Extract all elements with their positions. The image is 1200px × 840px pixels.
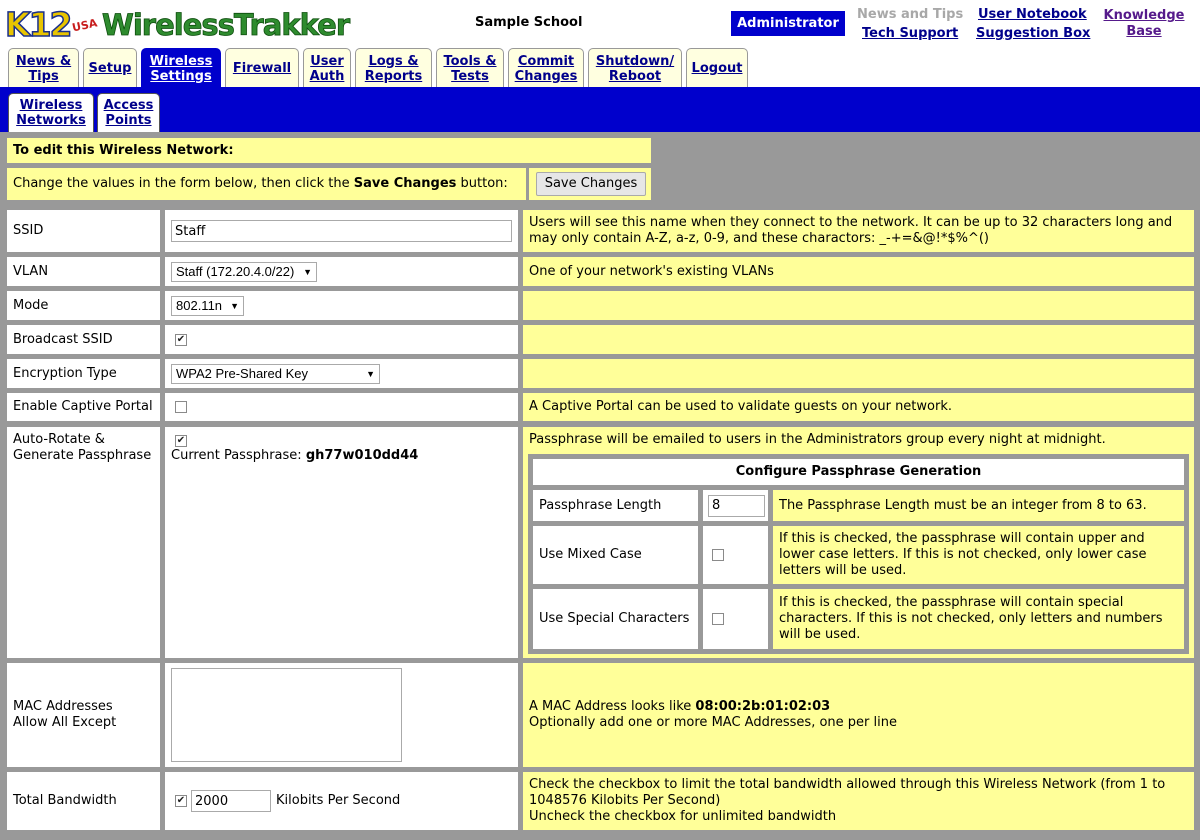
- tab-logs-reports-link[interactable]: [365, 54, 422, 84]
- tab-label: Tips: [28, 68, 59, 84]
- mac-addresses-label-line-2: Allow All Except: [13, 715, 117, 730]
- tab-firewall[interactable]: [225, 48, 299, 88]
- tab-label: Changes: [514, 68, 578, 84]
- current-passphrase-value: gh77w010dd44: [305, 448, 419, 463]
- vlan-cell: [165, 257, 518, 286]
- auto-rotate-label: [7, 427, 160, 658]
- tab-user-auth-link[interactable]: [310, 54, 345, 84]
- save-changes-button[interactable]: Save Changes: [536, 172, 646, 196]
- subtab-wireless-networks[interactable]: [8, 93, 94, 132]
- bandwidth-help-text-2: Uncheck the checkbox for unlimited bandwidth: [529, 809, 837, 824]
- encryption-type-label: Encryption Type: [7, 359, 160, 388]
- form-instruction: [7, 168, 526, 200]
- mac-addresses-help: [523, 663, 1194, 767]
- vlan-select-value: Staff (172.20.4.0/22): [176, 263, 295, 279]
- passphrase-generation-title: Configure Passphrase Generation: [533, 459, 1184, 485]
- mode-select[interactable]: [171, 296, 244, 316]
- tab-label: Reports: [364, 68, 423, 84]
- broadcast-ssid-checkbox[interactable]: ✔: [176, 333, 186, 345]
- broadcast-ssid-cell: [165, 325, 518, 354]
- tab-user-auth[interactable]: [303, 48, 351, 88]
- tab-label: News &: [15, 53, 72, 69]
- suggestion-box-link[interactable]: Suggestion Box: [976, 26, 1091, 41]
- tab-label: User: [310, 53, 344, 69]
- captive-portal-cell: [165, 393, 518, 421]
- ssid-help: Users will see this name when they connect to the network. It can be up to 32 characters long and may only contain A-Z, a-z, 0-9, and these charactors: _-+=&@!*$%^(): [523, 210, 1194, 252]
- tab-label: Tools &: [443, 53, 497, 69]
- tab-news-tips-link[interactable]: [16, 54, 71, 84]
- total-bandwidth-unit: Kilobits Per Second: [276, 793, 401, 808]
- total-bandwidth-checkbox[interactable]: ✔: [176, 795, 186, 806]
- mixed-case-checkbox[interactable]: [712, 549, 724, 561]
- tab-label: Settings: [150, 68, 212, 84]
- mode-label: Mode: [7, 291, 160, 320]
- tab-wireless-settings-link[interactable]: [150, 54, 213, 84]
- school-name: Sample School: [475, 15, 583, 30]
- tab-label: Logs &: [368, 53, 419, 69]
- knowledge-base-line-1: Knowledge: [1103, 8, 1185, 23]
- auto-rotate-label-line-2: Generate Passphrase: [13, 448, 152, 463]
- chevron-down-icon: ▼: [230, 300, 239, 311]
- tab-tools-tests[interactable]: [436, 48, 504, 88]
- subtab-access-points-link[interactable]: [104, 98, 154, 128]
- subtab-wireless-networks-link[interactable]: [16, 98, 86, 128]
- broadcast-ssid-help: [523, 325, 1194, 354]
- tab-label: Reboot: [608, 68, 662, 84]
- instruction-bold: Save Changes: [353, 176, 457, 191]
- tab-commit-changes-link[interactable]: [515, 54, 578, 84]
- passphrase-length-input[interactable]: [708, 495, 765, 517]
- instruction-text: Change the values in the form below, then click the: [13, 176, 354, 191]
- tab-logout-link[interactable]: Logout: [691, 61, 743, 76]
- mac-addresses-label-line-1: MAC Addresses: [13, 699, 113, 714]
- instruction-text-end: button:: [456, 176, 508, 191]
- captive-portal-checkbox[interactable]: [175, 401, 187, 413]
- tab-setup-link[interactable]: Setup: [88, 61, 132, 76]
- logo-product-name: WirelessTrakker: [101, 8, 350, 42]
- special-characters-label: Use Special Characters: [533, 589, 698, 649]
- total-bandwidth-input[interactable]: [191, 790, 271, 812]
- logo-usa: USA: [70, 16, 98, 35]
- user-notebook-link[interactable]: User Notebook: [978, 7, 1087, 22]
- tab-shutdown-reboot[interactable]: [588, 48, 682, 88]
- encryption-type-select[interactable]: [171, 364, 380, 384]
- ssid-input[interactable]: [171, 220, 512, 242]
- mixed-case-help: If this is checked, the passphrase will contain upper and lower case letters. If this is not checked, only lower case letters will be used.: [773, 526, 1184, 584]
- form-heading: To edit this Wireless Network:: [7, 138, 651, 163]
- mac-addresses-cell: [165, 663, 518, 767]
- passphrase-length-label: Passphrase Length: [533, 490, 698, 521]
- vlan-select[interactable]: [171, 262, 317, 282]
- mac-help-text: A MAC Address looks like: [529, 699, 696, 714]
- role-badge: Administrator: [731, 11, 845, 36]
- special-characters-cell: [703, 589, 768, 649]
- header: [0, 0, 1200, 47]
- knowledge-base-line-2: Base: [1126, 24, 1162, 39]
- special-characters-checkbox[interactable]: [712, 613, 724, 625]
- logo-k12: K12: [5, 5, 71, 44]
- mode-cell: [165, 291, 518, 320]
- special-characters-help: If this is checked, the passphrase will contain special characters. If this is not checked, only letters and numbers will be used.: [773, 589, 1184, 649]
- mixed-case-cell: [703, 526, 768, 584]
- subtab-label: Networks: [16, 113, 86, 128]
- captive-portal-label: Enable Captive Portal: [7, 393, 160, 421]
- tab-label: Tests: [451, 68, 489, 84]
- encryption-type-value: WPA2 Pre-Shared Key: [176, 365, 308, 381]
- tab-firewall-link[interactable]: Firewall: [232, 61, 292, 76]
- tab-wireless-settings[interactable]: [141, 48, 221, 88]
- subnav-bar: [0, 87, 1200, 132]
- sub-tabs: [8, 93, 163, 132]
- passphrase-length-cell: [703, 490, 768, 521]
- ssid-cell: [165, 210, 518, 252]
- captive-portal-help: A Captive Portal can be used to validate guests on your network.: [523, 393, 1194, 421]
- tab-setup[interactable]: [83, 48, 137, 88]
- encryption-type-cell: [165, 359, 518, 388]
- total-bandwidth-cell: [165, 772, 518, 830]
- tab-label: Wireless: [149, 53, 213, 69]
- knowledge-base-link[interactable]: [1102, 8, 1186, 40]
- auto-rotate-checkbox[interactable]: ✔: [176, 435, 186, 446]
- subtab-label: Points: [105, 113, 152, 128]
- ssid-label: SSID: [7, 210, 160, 252]
- tab-label: Shutdown/: [595, 53, 675, 69]
- vlan-label: VLAN: [7, 257, 160, 286]
- tab-tools-tests-link[interactable]: [443, 54, 496, 84]
- tab-shutdown-reboot-link[interactable]: [596, 54, 674, 84]
- mac-addresses-label: [7, 663, 160, 767]
- news-tips-link[interactable]: News and Tips: [857, 7, 964, 22]
- subtab-access-points[interactable]: [97, 93, 160, 132]
- tab-label: Commit: [517, 53, 575, 69]
- mode-select-value: 802.11n: [176, 297, 223, 313]
- total-bandwidth-label: Total Bandwidth: [7, 772, 160, 830]
- vlan-help: One of your network's existing VLANs: [523, 257, 1194, 286]
- auto-rotate-cell: [165, 427, 518, 658]
- brand-logo: [5, 4, 349, 44]
- chevron-down-icon: ▼: [303, 266, 312, 277]
- tab-news-tips[interactable]: [8, 48, 79, 88]
- passphrase-length-help: The Passphrase Length must be an integer from 8 to 63.: [773, 490, 1184, 521]
- subtab-label: Wireless: [19, 98, 83, 113]
- current-passphrase-label: Current Passphrase:: [171, 448, 306, 463]
- mode-help: [523, 291, 1194, 320]
- chevron-down-icon: ▼: [366, 368, 375, 379]
- mac-help-example: 08:00:2b:01:02:03: [695, 699, 831, 714]
- tech-support-link[interactable]: Tech Support: [862, 26, 959, 41]
- subtab-label: Access: [103, 98, 154, 113]
- bandwidth-help-text: Check the checkbox to limit the total bandwidth allowed through this Wireless Network (from 1 to 1048576 Kilobits Per Second): [529, 777, 1166, 808]
- tab-logs-reports[interactable]: [355, 48, 432, 88]
- auto-rotate-help-text: Passphrase will be emailed to users in the Administrators group every night at midnight.: [529, 432, 1106, 447]
- main-tabs: [8, 48, 752, 88]
- mac-help-text-2: Optionally add one or more MAC Addresses, one per line: [529, 715, 897, 730]
- tab-logout[interactable]: [686, 48, 748, 88]
- tab-commit-changes[interactable]: [508, 48, 584, 88]
- broadcast-ssid-label: Broadcast SSID: [7, 325, 160, 354]
- tab-label: Auth: [309, 68, 345, 84]
- auto-rotate-label-line-1: Auto-Rotate &: [13, 432, 105, 447]
- mixed-case-label: Use Mixed Case: [533, 526, 698, 584]
- mac-addresses-textarea[interactable]: [171, 668, 402, 762]
- total-bandwidth-help: [523, 772, 1194, 830]
- encryption-type-help: [523, 359, 1194, 388]
